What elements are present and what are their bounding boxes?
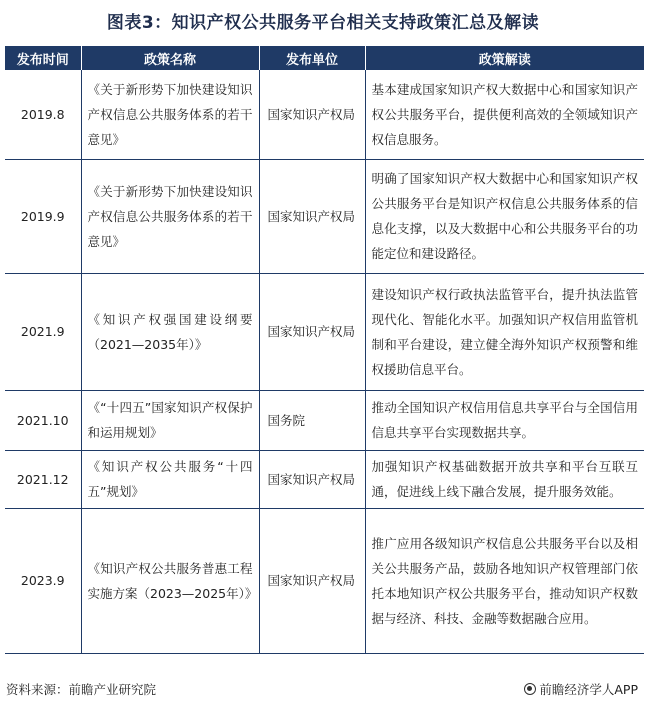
page-title: 图表3：知识产权公共服务平台相关支持政策汇总及解读 (106, 13, 540, 33)
table-row (5, 508, 644, 653)
row-unit: 国家知识产权局 (259, 450, 365, 508)
row-policy: 《知识产权公共服务普惠工程实施方案（2023—2025年）》 (81, 508, 259, 653)
row-unit: 国家知识产权局 (259, 70, 365, 159)
row-date: 2023.9 (5, 508, 81, 653)
row-date: 2021.9 (5, 273, 81, 390)
source-note: 资料来源：前瞻产业研究院 (6, 682, 157, 697)
row-interpretation: 推动全国知识产权信用信息共享平台与全国信用信息共享平台实现数据共享。 (365, 390, 644, 450)
row-interpretation: 推广应用各级知识产权信息公共服务平台以及相关公共服务产品，鼓励各地知识产权管理部门依托本地知识产权公共服务平台，推动知识产权数据与经济、科技、金融等数据融合应用。 (365, 508, 644, 653)
table-row (5, 450, 644, 508)
policy-table (5, 46, 644, 654)
row-policy: 《关于新形势下加快建设知识产权信息公共服务体系的若干意见》 (81, 70, 259, 159)
table-row (5, 159, 644, 273)
row-policy: 《关于新形势下加快建设知识产权信息公共服务体系的若干意见》 (81, 159, 259, 273)
row-interpretation: 建设知识产权行政执法监管平台，提升执法监管现代化、智能化水平。加强知识产权信用监管机制和平台建设，建立健全海外知识产权预警和维权援助信息平台。 (365, 273, 644, 390)
row-date: 2021.12 (5, 450, 81, 508)
row-unit: 国家知识产权局 (259, 159, 365, 273)
row-policy: 《“十四五”国家知识产权保护和运用规划》 (81, 390, 259, 450)
row-interpretation: 基本建成国家知识产权大数据中心和国家知识产权公共服务平台，提供便利高效的全领域知识产权信息服务。 (365, 70, 644, 159)
header-unit: 发布单位 (259, 46, 365, 70)
table-row (5, 273, 644, 390)
row-policy: 《知识产权强国建设纲要（2021—2035年）》 (81, 273, 259, 390)
row-date: 2019.8 (5, 70, 81, 159)
row-date: 2019.9 (5, 159, 81, 273)
brand-logo-icon (524, 683, 536, 695)
table-row (5, 390, 644, 450)
row-unit: 国家知识产权局 (259, 273, 365, 390)
header-interpretation: 政策解读 (365, 46, 644, 70)
row-unit: 国务院 (259, 390, 365, 450)
brand-credit (524, 680, 638, 698)
header-date: 发布时间 (5, 46, 81, 70)
row-date: 2021.10 (5, 390, 81, 450)
row-unit: 国家知识产权局 (259, 508, 365, 653)
table-header-row (5, 46, 644, 70)
row-interpretation: 明确了国家知识产权大数据中心和国家知识产权公共服务平台是知识产权信息公共服务体系的信息化支撑，以及大数据中心和公共服务平台的功能定位和建设路径。 (365, 159, 644, 273)
table-row (5, 70, 644, 159)
brand-label: 前瞻经济学人APP (539, 682, 638, 697)
header-policy: 政策名称 (81, 46, 259, 70)
row-interpretation: 加强知识产权基础数据开放共享和平台互联互通，促进线上线下融合发展，提升服务效能。 (365, 450, 644, 508)
row-policy: 《知识产权公共服务“十四五”规划》 (81, 450, 259, 508)
